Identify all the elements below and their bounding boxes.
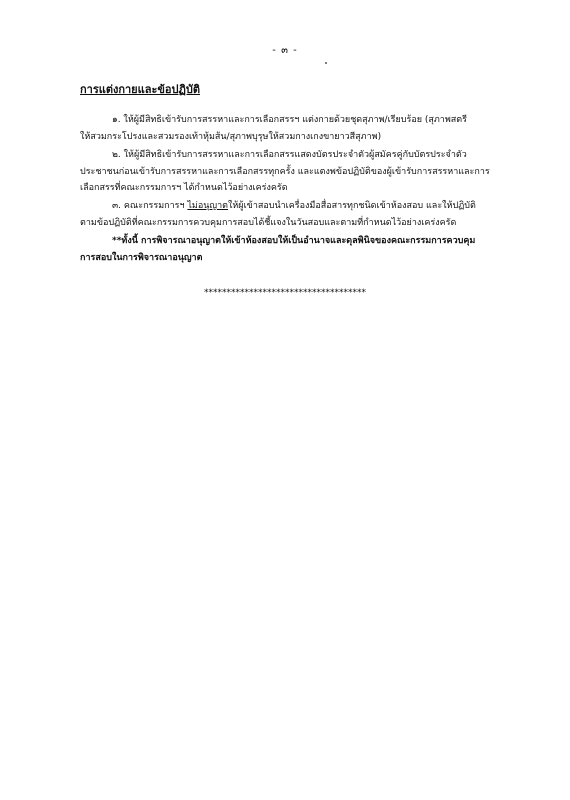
item-1-line-2: ให้สวมกระโปรงและสวมรองเท้าหุ้มส้น/สุภาพบุรุษให้สวมกางเกงขายาวสีสุภาพ) xyxy=(80,132,382,142)
item-3-rest: ให้ผู้เข้าสอบนำเครื่องมือสื่อสารทุกชนิดเข้าห้องสอบ และให้ปฏิบัติ xyxy=(227,201,476,211)
item-2-line-1: ๒. ให้ผู้มีสิทธิเข้ารับการสรรหาและการเลือกสรรแสดงบัตรประจำตัวผู้สมัครคู่กับบัตรประจำตัว xyxy=(112,150,467,160)
page-number: - ๓ - xyxy=(272,45,298,56)
item-3-prefix: ๓. คณะกรรมการฯ xyxy=(112,201,188,211)
note-line-1: **ทั้งนี้ การพิจารณาอนุญาตให้เข้าห้องสอบให้เป็นอำนาจและดุลพินิจของคณะกรรมการควบคุม xyxy=(112,236,476,246)
section-heading: การแต่งกายและข้อปฏิบัติ xyxy=(80,83,200,96)
item-3-not-allowed: ไม่อนุญาต xyxy=(187,201,228,211)
item-3-line-2: ตามข้อปฏิบัติที่คณะกรรมการควบคุมการสอบได้ชี้แจงในวันสอบและตามที่กำหนดไว้อย่างเคร่งครัด xyxy=(80,218,457,228)
asterisk-divider: ************************************ xyxy=(204,288,366,298)
item-2-line-2: ประชาชนก่อนเข้ารับการสรรหาและการเลือกสรรทุกครั้ง และแตงพข้อปฏิบัติของผู้เข้ารับการสรรหาและการ xyxy=(80,167,490,177)
item-3-line-1 xyxy=(112,200,476,212)
scan-speck xyxy=(325,62,327,64)
note-line-2: การสอบในการพิจารณาอนุญาต xyxy=(80,253,203,263)
item-1-line-1: ๑. ให้ผู้มีสิทธิเข้ารับการสรรหาและการเลือกสรรฯ แต่งกายด้วยชุดสุภาพ/เรียบร้อย (สุภาพสตรี xyxy=(112,115,467,125)
item-2-line-3: เลือกสรรที่คณะกรรมการฯ ได้กำหนดไว้อย่างเคร่งครัด xyxy=(80,183,288,193)
